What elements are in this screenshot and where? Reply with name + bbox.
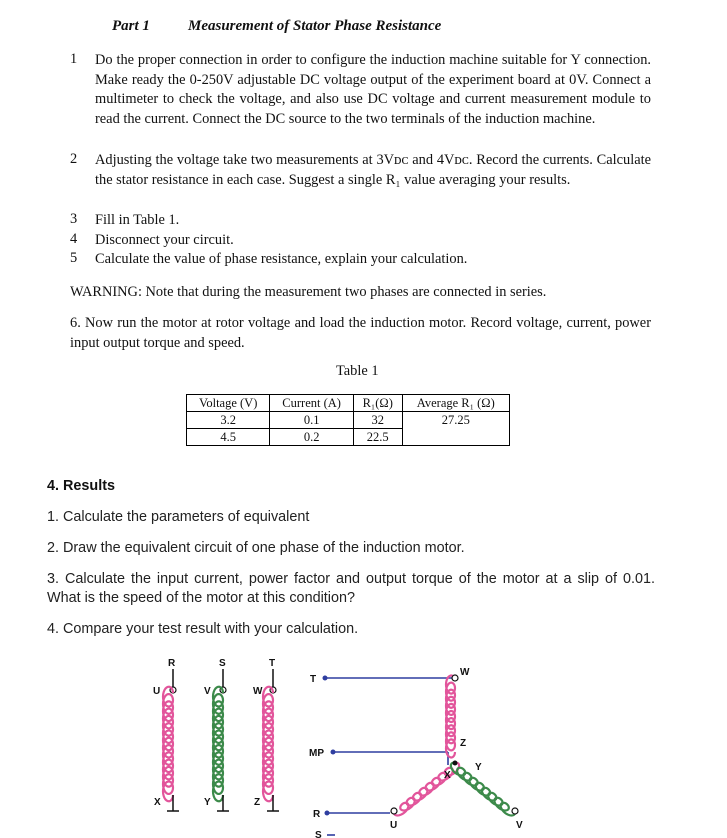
line-label: R bbox=[313, 809, 321, 820]
table-row bbox=[187, 412, 510, 429]
line-label: T bbox=[310, 674, 317, 685]
results-item: 4. Compare your test result with your calculation. bbox=[47, 621, 359, 637]
terminal-label: T bbox=[269, 658, 276, 669]
node-label: Z bbox=[460, 738, 467, 749]
results-item: 2. Draw the equivalent circuit of one phase of the induction motor. bbox=[47, 540, 465, 556]
warning-text: WARNING: Note that during the measurement two phases are connected in series. bbox=[70, 284, 547, 300]
node-label: W bbox=[460, 667, 470, 678]
line-label: S bbox=[315, 830, 322, 838]
terminal-label: X bbox=[154, 797, 161, 808]
step-number: 2 bbox=[70, 151, 78, 167]
node-label: V bbox=[516, 820, 523, 831]
table-cell: 27.25 bbox=[402, 412, 509, 446]
step-number: 3 bbox=[70, 211, 78, 227]
terminal-label: Z bbox=[254, 797, 261, 808]
step-text: Disconnect your circuit. bbox=[95, 232, 234, 248]
column-header: Current (A) bbox=[270, 395, 354, 412]
terminal-label: Y bbox=[204, 797, 211, 808]
column-header: Average R₁ (Ω) bbox=[402, 395, 509, 412]
results-heading: 4. Results bbox=[47, 478, 115, 494]
table-cell: 32 bbox=[353, 412, 402, 429]
terminal-label: W bbox=[253, 686, 263, 697]
winding-v-y bbox=[204, 658, 229, 811]
step-6-text: 6. Now run the motor at rotor voltage and load the induction motor. Record voltage, current, power input output torque and speed. bbox=[70, 315, 651, 351]
table-header-row bbox=[187, 395, 510, 412]
table-cell: 0.2 bbox=[270, 429, 354, 446]
column-header: R₁(Ω) bbox=[353, 395, 402, 412]
node-label: X bbox=[444, 770, 451, 781]
node-label: U bbox=[390, 820, 398, 831]
table-cell: 3.2 bbox=[187, 412, 270, 429]
step-text: Adjusting the voltage take two measurements at 3Vᴅᴄ and 4Vᴅᴄ. Record the currents. Calculate the stator resistance in each case. Suggest a single R₁ value averaging your results. bbox=[95, 152, 651, 188]
step-text: Calculate the value of phase resistance, explain your calculation. bbox=[95, 251, 468, 267]
results-item: 1. Calculate the parameters of equivalent bbox=[47, 509, 310, 525]
step-number: 1 bbox=[70, 51, 78, 67]
table-caption: Table 1 bbox=[336, 363, 379, 379]
table-cell: 0.1 bbox=[270, 412, 354, 429]
table-cell: 22.5 bbox=[353, 429, 402, 446]
terminal-label: S bbox=[219, 658, 226, 669]
node-label: Y bbox=[475, 762, 482, 773]
terminal-label: U bbox=[153, 686, 161, 697]
step-number: 5 bbox=[70, 250, 78, 266]
results-item: 3. Calculate the input current, power factor and output torque of the motor at a slip of 0.01. What is the speed of the motor at this condition? bbox=[47, 571, 655, 606]
step-number: 4 bbox=[70, 231, 78, 247]
star-connection-diagram bbox=[305, 660, 527, 838]
results-table bbox=[186, 394, 510, 446]
table-cell: 4.5 bbox=[187, 429, 270, 446]
part-label: Part 1 bbox=[112, 18, 150, 34]
winding-u-x bbox=[153, 658, 179, 811]
column-header: Voltage (V) bbox=[187, 395, 270, 412]
step-text: Fill in Table 1. bbox=[95, 212, 180, 228]
terminal-label: V bbox=[204, 686, 211, 697]
line-label: MP bbox=[309, 748, 324, 759]
winding-w-z bbox=[253, 658, 279, 811]
page-title: Measurement of Stator Phase Resistance bbox=[188, 18, 442, 34]
step-text: Do the proper connection in order to configure the induction machine suitable for Y connection. Make ready the 0-250V adjustable DC voltage output of the experiment board at 0V. Connect a multimeter to check the voltage, and also use DC voltage and current measurement module to read the current. Connect the DC source to the two terminals of the induction machine. bbox=[95, 52, 651, 127]
terminal-label: R bbox=[168, 658, 176, 669]
winding-terminals-diagram bbox=[140, 655, 290, 838]
